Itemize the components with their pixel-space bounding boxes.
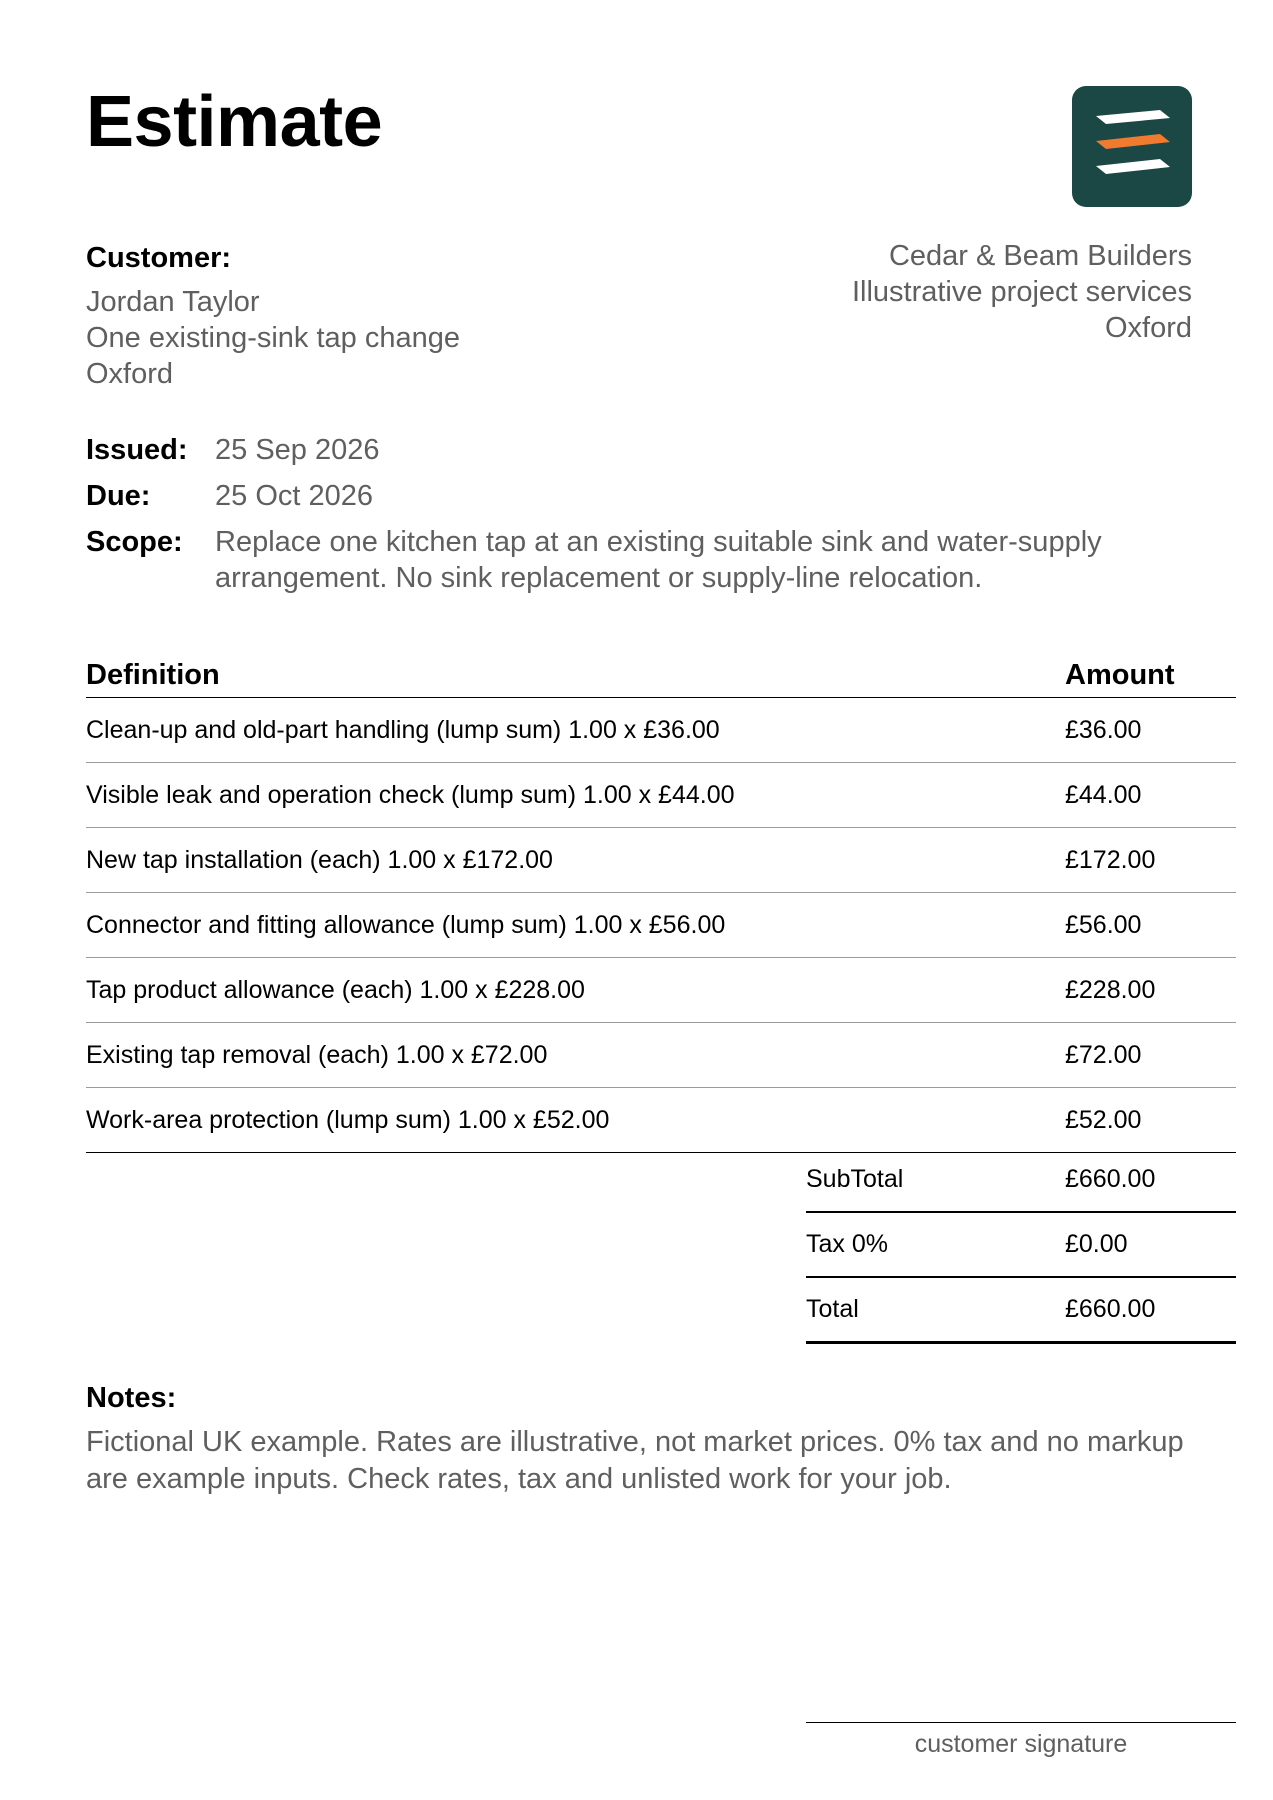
table-row	[86, 893, 1236, 958]
table-row	[86, 698, 1236, 763]
row-amount: £72.00	[1065, 1040, 1142, 1069]
company-details	[852, 238, 1192, 346]
estimate-meta	[86, 432, 1196, 606]
row-definition: Work-area protection (lump sum) 1.00 x £52.00	[86, 1105, 610, 1134]
table-row	[86, 828, 1236, 893]
company-logo-icon	[1072, 86, 1192, 207]
scope-row	[86, 524, 1196, 596]
due-value: 25 Oct 2026	[215, 480, 373, 512]
table-header	[86, 654, 1236, 698]
due-label: Due:	[86, 480, 151, 512]
company-city: Oxford	[1104, 312, 1192, 344]
row-amount: £172.00	[1065, 845, 1156, 874]
customer-job: One existing-sink tap change	[86, 322, 460, 354]
notes-label: Notes:	[86, 1382, 177, 1414]
row-amount: £36.00	[1065, 715, 1142, 744]
issued-row	[86, 432, 1196, 468]
row-amount: £52.00	[1065, 1105, 1142, 1134]
subtotal-value: £660.00	[1065, 1165, 1156, 1193]
definition-header: Definition	[86, 659, 220, 691]
table-row	[86, 1088, 1236, 1153]
tax-value: £0.00	[1065, 1230, 1128, 1258]
customer-label: Customer:	[86, 242, 232, 274]
signature-label: customer signature	[914, 1730, 1128, 1758]
row-definition: Existing tap removal (each) 1.00 x £72.00	[86, 1040, 548, 1069]
totals-block	[806, 1148, 1236, 1344]
customer-city: Oxford	[86, 358, 174, 390]
row-definition: Tap product allowance (each) 1.00 x £228.00	[86, 975, 585, 1004]
row-amount: £56.00	[1065, 910, 1142, 939]
issued-label: Issued:	[86, 434, 188, 466]
table-row	[86, 763, 1236, 828]
total-label: Total	[806, 1295, 859, 1323]
customer-name: Jordan Taylor	[86, 286, 260, 318]
company-tagline: Illustrative project services	[851, 276, 1192, 308]
amount-header: Amount	[1065, 659, 1175, 691]
table-row	[86, 1023, 1236, 1088]
row-definition: Clean-up and old-part handling (lump sum) 1.00 x £36.00	[86, 715, 720, 744]
subtotal-row	[806, 1148, 1236, 1213]
signature-line	[806, 1722, 1236, 1723]
due-row	[86, 478, 1196, 514]
notes-text: Fictional UK example. Rates are illustrative, not market prices. 0% tax and no markup are example inputs. Check rates, tax and unlisted work for your job.	[86, 1426, 1184, 1495]
line-items-table	[86, 654, 1236, 1153]
company-name: Cedar & Beam Builders	[888, 240, 1192, 272]
tax-label: Tax 0%	[806, 1230, 888, 1258]
subtotal-label: SubTotal	[806, 1165, 904, 1193]
row-definition: Connector and fitting allowance (lump sum) 1.00 x £56.00	[86, 910, 726, 939]
table-row	[86, 958, 1236, 1023]
row-amount: £44.00	[1065, 780, 1142, 809]
scope-value: Replace one kitchen tap at an existing suitable sink and water-supply arrangement. No sink replacement or supply-line relocation.	[215, 526, 1102, 594]
row-definition: New tap installation (each) 1.00 x £172.00	[86, 845, 553, 874]
tax-row	[806, 1213, 1236, 1278]
row-amount: £228.00	[1065, 975, 1156, 1004]
customer-details	[86, 284, 460, 392]
row-definition: Visible leak and operation check (lump sum) 1.00 x £44.00	[86, 780, 735, 809]
issued-value: 25 Sep 2026	[215, 434, 380, 466]
document-title: Estimate	[86, 82, 383, 162]
scope-label: Scope:	[86, 526, 183, 558]
total-value: £660.00	[1065, 1295, 1156, 1323]
total-row	[806, 1278, 1236, 1344]
